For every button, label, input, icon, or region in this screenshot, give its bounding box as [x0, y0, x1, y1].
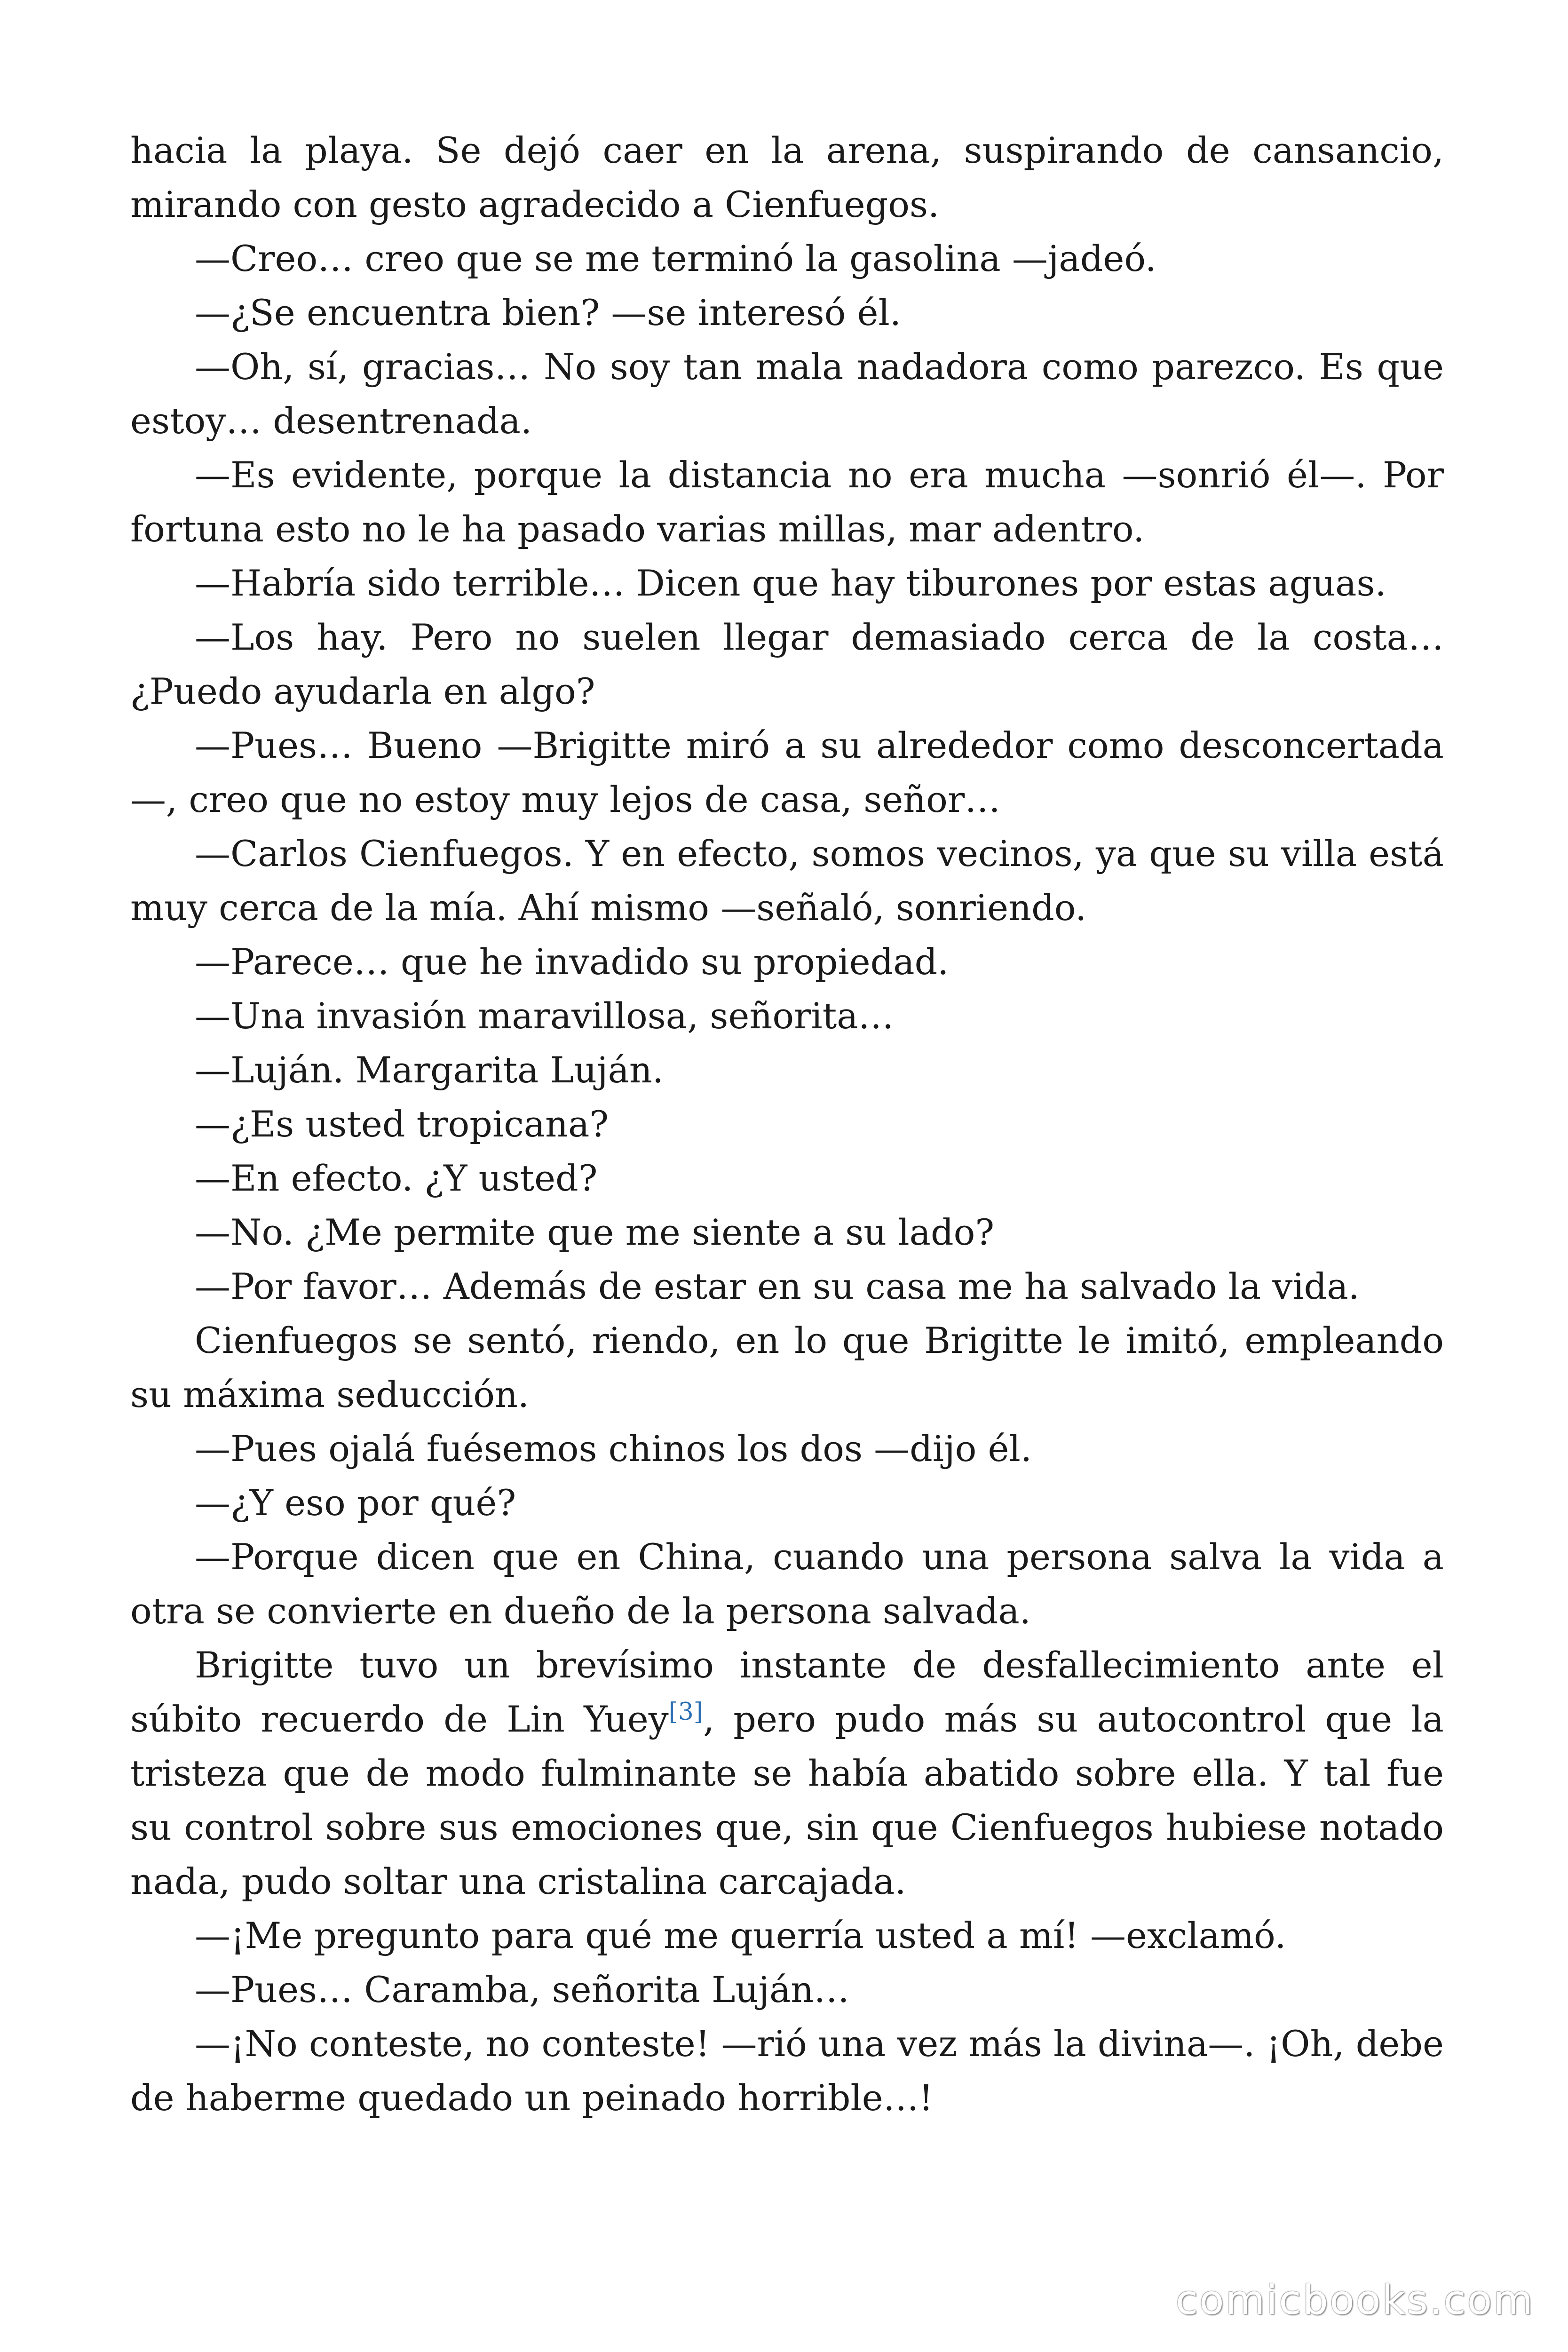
paragraph: Cienfuegos se sentó, riendo, en lo que Brigitte le imitó, empleando su máxima seducción.	[130, 1319, 1444, 1415]
watermark: comicbooks.com	[1175, 2277, 1534, 2324]
paragraph-with-footnote	[130, 1638, 1444, 1908]
paragraph: —Carlos Cienfuegos. Y en efecto, somos vecinos, ya que su villa está muy cerca de la mía. Ahí mismo —señaló, sonriendo.	[130, 833, 1444, 929]
paragraph: —En efecto. ¿Y usted?	[195, 1157, 598, 1199]
paragraph: —Los hay. Pero no suelen llegar demasiado cerca de la costa… ¿Puedo ayudarla en algo?	[130, 616, 1444, 712]
paragraph: —Porque dicen que en China, cuando una persona salva la vida a otra se convierte en dueño de la persona salvada.	[130, 1536, 1444, 1632]
paragraph: —Una invasión maravillosa, señorita…	[195, 995, 894, 1037]
page-text	[130, 123, 1444, 2125]
paragraph: —¿Y eso por qué?	[195, 1482, 516, 1524]
paragraph: —No. ¿Me permite que me siente a su lado?	[195, 1211, 995, 1253]
paragraph: —¿Es usted tropicana?	[195, 1103, 609, 1145]
paragraph: —¡Me pregunto para qué me querría usted a mí! —exclamó.	[195, 1915, 1286, 1956]
paragraph: —¡No conteste, no conteste! —rió una vez más la divina—. ¡Oh, debe de haberme quedado un peinado horrible…!	[130, 2023, 1444, 2119]
paragraph: —Pues… Bueno —Brigitte miró a su alrededor como desconcertada—, creo que no estoy muy lejos de casa, señor…	[130, 724, 1444, 820]
paragraph: —Por favor… Además de estar en su casa me ha salvado la vida.	[195, 1265, 1360, 1307]
paragraph: —Pues… Caramba, señorita Luján…	[195, 1969, 850, 2010]
paragraph-text-before: Brigitte tuvo un brevísimo instante de desfallecimiento ante el súbito recuerdo de Lin Yuey	[130, 1644, 1444, 1740]
paragraph: hacia la playa. Se dejó caer en la arena, suspirando de cansancio, mirando con gesto agradecido a Cienfuegos.	[130, 129, 1444, 225]
paragraph: —¿Se encuentra bien? —se interesó él.	[195, 292, 902, 334]
footnote-link[interactable]: [3]	[668, 1698, 703, 1726]
paragraph: —Es evidente, porque la distancia no era mucha —sonrió él—. Por fortuna esto no le ha pasado varias millas, mar adentro.	[130, 454, 1444, 550]
paragraph: —Oh, sí, gracias… No soy tan mala nadadora como parezco. Es que estoy… desentrenada.	[130, 346, 1444, 442]
paragraph: —Pues ojalá fuésemos chinos los dos —dijo él.	[195, 1428, 1032, 1470]
paragraph: —Creo… creo que se me terminó la gasolina —jadeó.	[195, 238, 1156, 279]
paragraph: —Luján. Margarita Luján.	[195, 1049, 664, 1091]
paragraph-text-after: , pero pudo más su autocontrol que la tristeza que de modo fulminante se había abatido sobre ella. Y tal fue su control sobre sus emociones que, sin que Cienfuegos hubiese notado nada, pudo soltar una cristalina carcajada.	[130, 1698, 1444, 1902]
paragraph: —Habría sido terrible… Dicen que hay tiburones por estas aguas.	[195, 562, 1386, 604]
paragraph: —Parece… que he invadido su propiedad.	[195, 941, 949, 983]
